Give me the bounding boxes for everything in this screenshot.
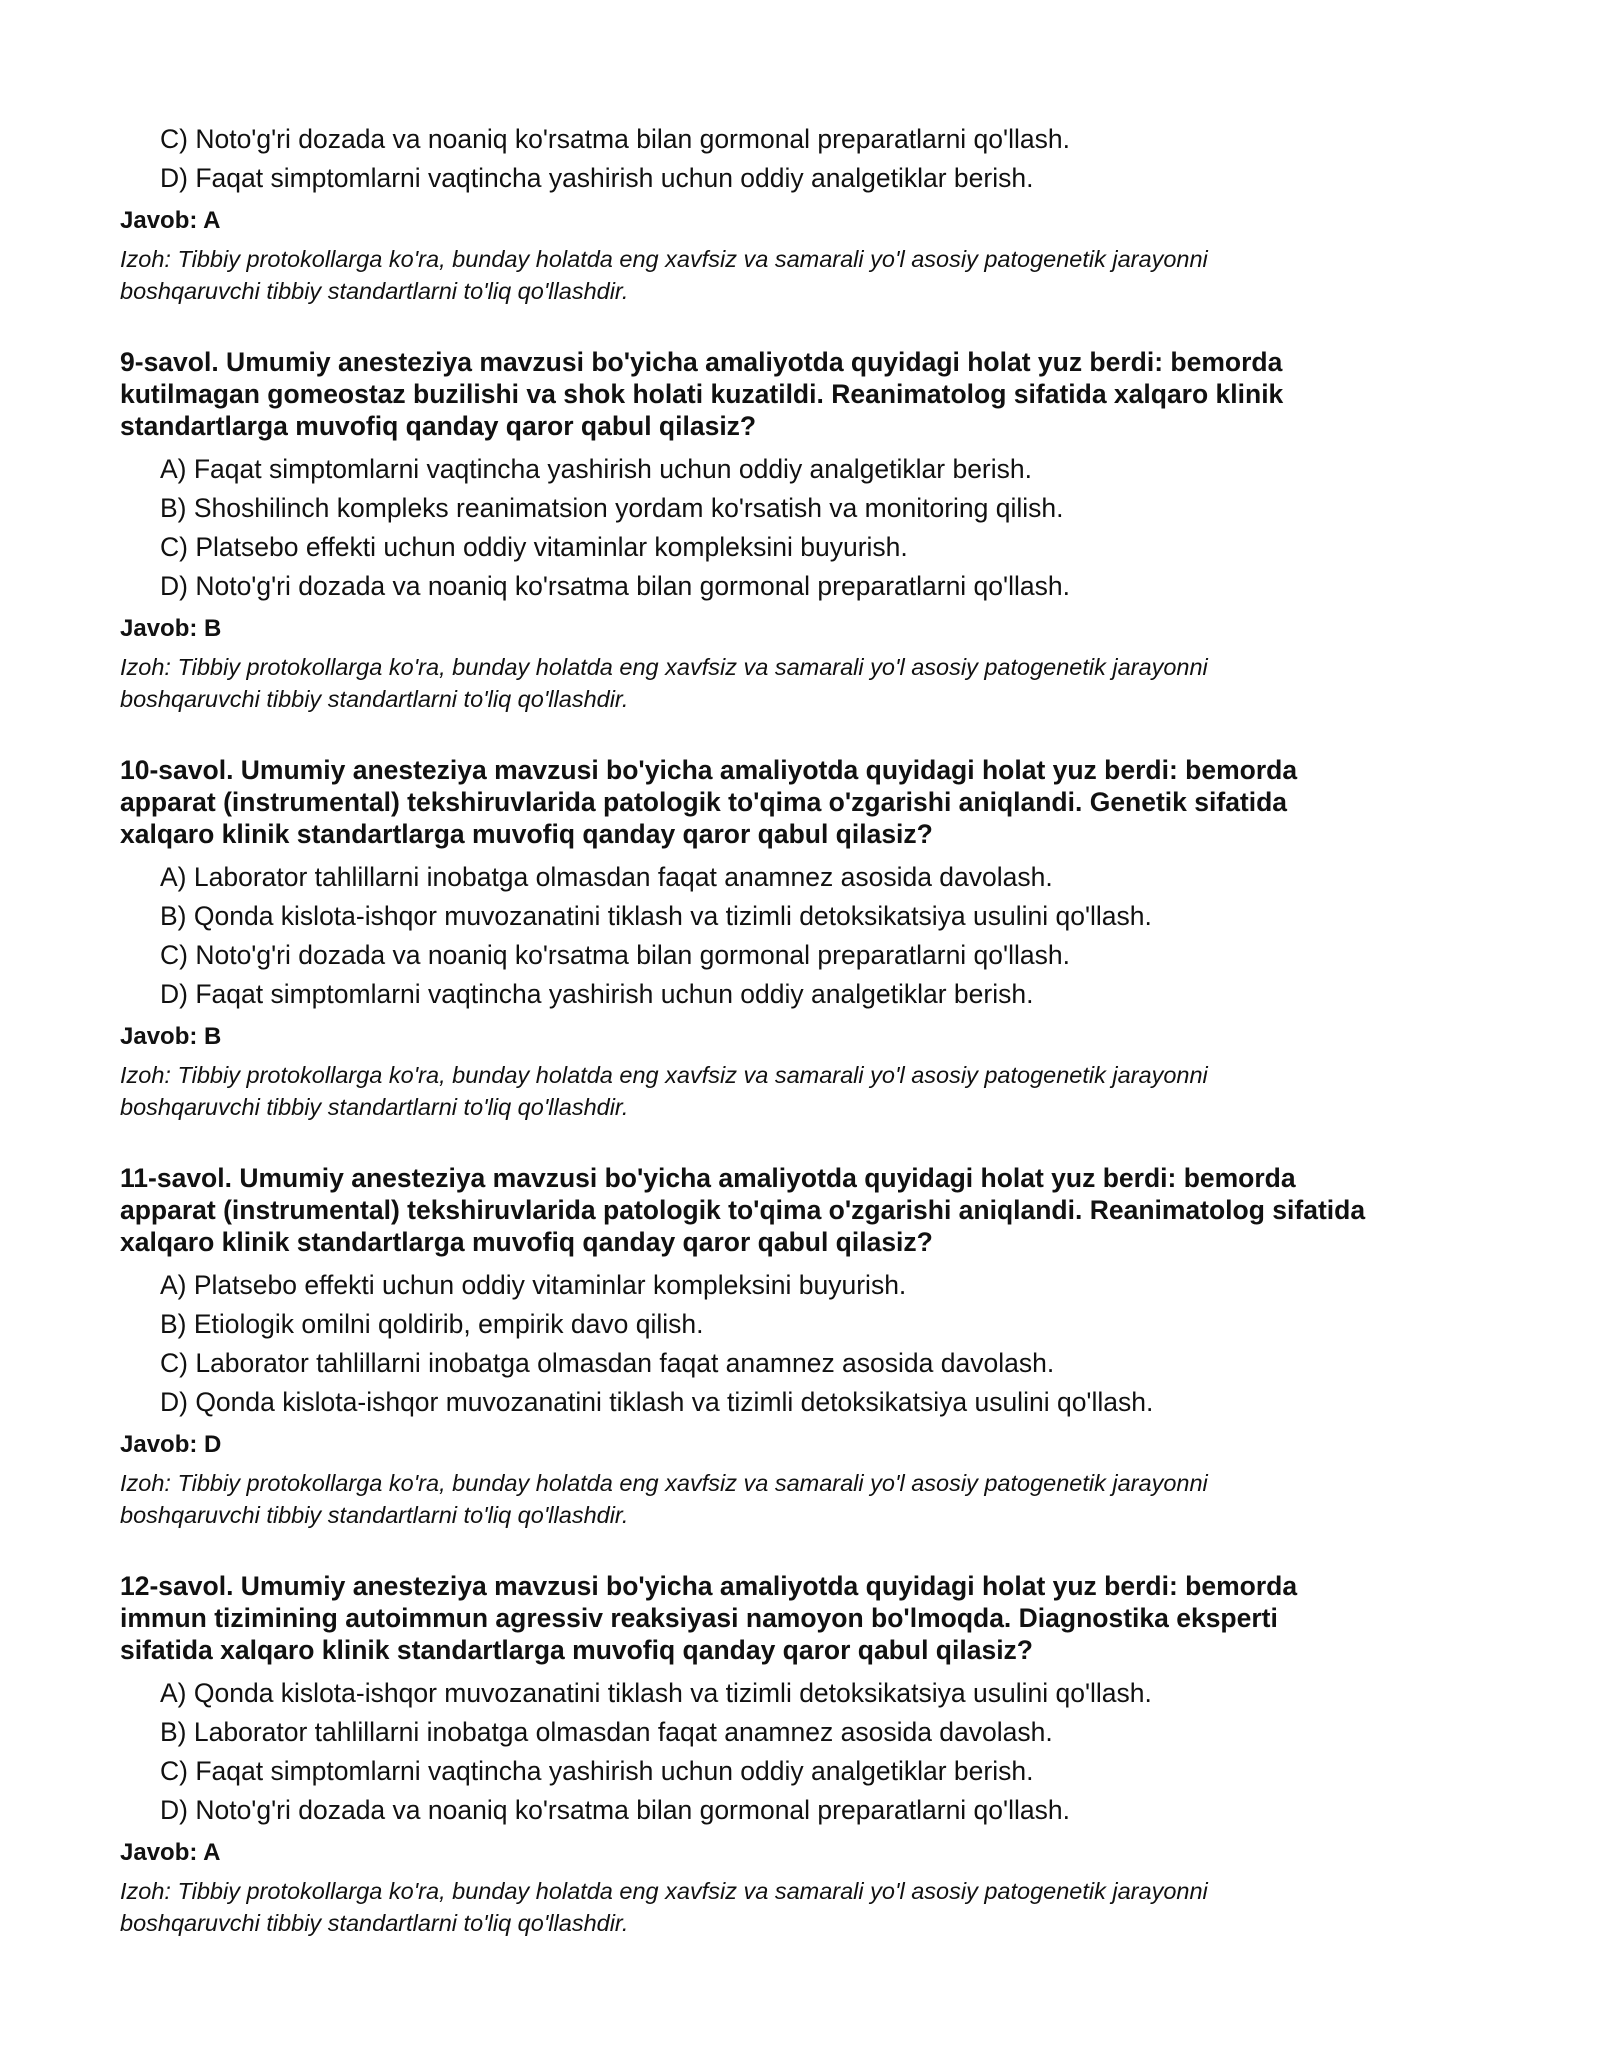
question-text-line-2: apparat (instrumental) tekshiruvlarida patologik to'qima o'zgarishi aniqlandi. Reanimatolog sifatida <box>120 1195 1366 1225</box>
option-b: B) Laborator tahlillarni inobatga olmasdan faqat anamnez asosida davolash. <box>160 1717 1053 1747</box>
explanation-line-1: Izoh: Tibbiy protokollarga ko'ra, bunday holatda eng xavfsiz va samarali yo'l asosiy patogenetik jarayonni <box>120 1878 1208 1904</box>
option-c: C) Noto'g'ri dozada va noaniq ko'rsatma bilan gormonal preparatlarni qo'llash. <box>160 124 1070 154</box>
explanation-line-1: Izoh: Tibbiy protokollarga ko'ra, bunday holatda eng xavfsiz va samarali yo'l asosiy patogenetik jarayonni <box>120 1470 1208 1496</box>
question-text-line-1: 9-savol. Umumiy anesteziya mavzusi bo'yicha amaliyotda quyidagi holat yuz berdi: bemorda <box>120 347 1283 377</box>
question-text-line-1: 12-savol. Umumiy anesteziya mavzusi bo'yicha amaliyotda quyidagi holat yuz berdi: bemorda <box>120 1571 1298 1601</box>
option-a: A) Platsebo effekti uchun oddiy vitaminlar kompleksini buyurish. <box>160 1270 907 1300</box>
answer-label: Javob: A <box>120 207 221 234</box>
option-d: D) Faqat simptomlarni vaqtincha yashirish uchun oddiy analgetiklar berish. <box>160 979 1034 1009</box>
explanation-line-1: Izoh: Tibbiy protokollarga ko'ra, bunday holatda eng xavfsiz va samarali yo'l asosiy patogenetik jarayonni <box>120 246 1208 272</box>
option-c: C) Noto'g'ri dozada va noaniq ko'rsatma bilan gormonal preparatlarni qo'llash. <box>160 940 1070 970</box>
answer-label: Javob: B <box>120 615 222 642</box>
question-text-line-1: 11-savol. Umumiy anesteziya mavzusi bo'yicha amaliyotda quyidagi holat yuz berdi: bemorda <box>120 1163 1296 1193</box>
option-d: D) Noto'g'ri dozada va noaniq ko'rsatma bilan gormonal preparatlarni qo'llash. <box>160 571 1070 601</box>
option-c: C) Laborator tahlillarni inobatga olmasdan faqat anamnez asosida davolash. <box>160 1348 1055 1378</box>
option-b: B) Qonda kislota-ishqor muvozanatini tiklash va tizimli detoksikatsiya usulini qo'llash. <box>160 901 1152 931</box>
question-text-line-1: 10-savol. Umumiy anesteziya mavzusi bo'yicha amaliyotda quyidagi holat yuz berdi: bemorda <box>120 755 1298 785</box>
option-d: D) Faqat simptomlarni vaqtincha yashirish uchun oddiy analgetiklar berish. <box>160 163 1034 193</box>
explanation-line-2: boshqaruvchi tibbiy standartlarni to'liq qo'llashdir. <box>120 1910 629 1936</box>
answer-label: Javob: D <box>120 1431 222 1458</box>
question-text-line-3: standartlarga muvofiq qanday qaror qabul qilasiz? <box>120 411 757 441</box>
explanation-line-1: Izoh: Tibbiy protokollarga ko'ra, bunday holatda eng xavfsiz va samarali yo'l asosiy patogenetik jarayonni <box>120 1062 1208 1088</box>
explanation-line-2: boshqaruvchi tibbiy standartlarni to'liq qo'llashdir. <box>120 686 629 712</box>
option-a: A) Faqat simptomlarni vaqtincha yashirish uchun oddiy analgetiklar berish. <box>160 454 1032 484</box>
option-b: B) Etiologik omilni qoldirib, empirik davo qilish. <box>160 1309 704 1339</box>
option-d: D) Qonda kislota-ishqor muvozanatini tiklash va tizimli detoksikatsiya usulini qo'llash. <box>160 1387 1154 1417</box>
option-c: C) Faqat simptomlarni vaqtincha yashirish uchun oddiy analgetiklar berish. <box>160 1756 1034 1786</box>
option-a: A) Laborator tahlillarni inobatga olmasdan faqat anamnez asosida davolash. <box>160 862 1053 892</box>
option-d: D) Noto'g'ri dozada va noaniq ko'rsatma bilan gormonal preparatlarni qo'llash. <box>160 1795 1070 1825</box>
explanation-line-2: boshqaruvchi tibbiy standartlarni to'liq qo'llashdir. <box>120 1502 629 1528</box>
option-b: B) Shoshilinch kompleks reanimatsion yordam ko'rsatish va monitoring qilish. <box>160 493 1064 523</box>
explanation-line-1: Izoh: Tibbiy protokollarga ko'ra, bunday holatda eng xavfsiz va samarali yo'l asosiy patogenetik jarayonni <box>120 654 1208 680</box>
option-c: C) Platsebo effekti uchun oddiy vitaminlar kompleksini buyurish. <box>160 532 908 562</box>
question-text-line-2: apparat (instrumental) tekshiruvlarida patologik to'qima o'zgarishi aniqlandi. Genetik sifatida <box>120 787 1288 817</box>
question-text-line-3: xalqaro klinik standartlarga muvofiq qanday qaror qabul qilasiz? <box>120 1227 933 1257</box>
question-text-line-2: kutilmagan gomeostaz buzilishi va shok holati kuzatildi. Reanimatolog sifatida xalqaro klinik <box>120 379 1284 409</box>
answer-label: Javob: B <box>120 1023 222 1050</box>
answer-label: Javob: A <box>120 1839 221 1866</box>
explanation-line-2: boshqaruvchi tibbiy standartlarni to'liq qo'llashdir. <box>120 1094 629 1120</box>
explanation-line-2: boshqaruvchi tibbiy standartlarni to'liq qo'llashdir. <box>120 278 629 304</box>
question-text-line-2: immun tizimining autoimmun agressiv reaksiyasi namoyon bo'lmoqda. Diagnostika eksperti <box>120 1603 1278 1633</box>
question-text-line-3: xalqaro klinik standartlarga muvofiq qanday qaror qabul qilasiz? <box>120 819 933 849</box>
option-a: A) Qonda kislota-ishqor muvozanatini tiklash va tizimli detoksikatsiya usulini qo'llash. <box>160 1678 1152 1708</box>
question-text-line-3: sifatida xalqaro klinik standartlarga muvofiq qanday qaror qabul qilasiz? <box>120 1635 1033 1665</box>
